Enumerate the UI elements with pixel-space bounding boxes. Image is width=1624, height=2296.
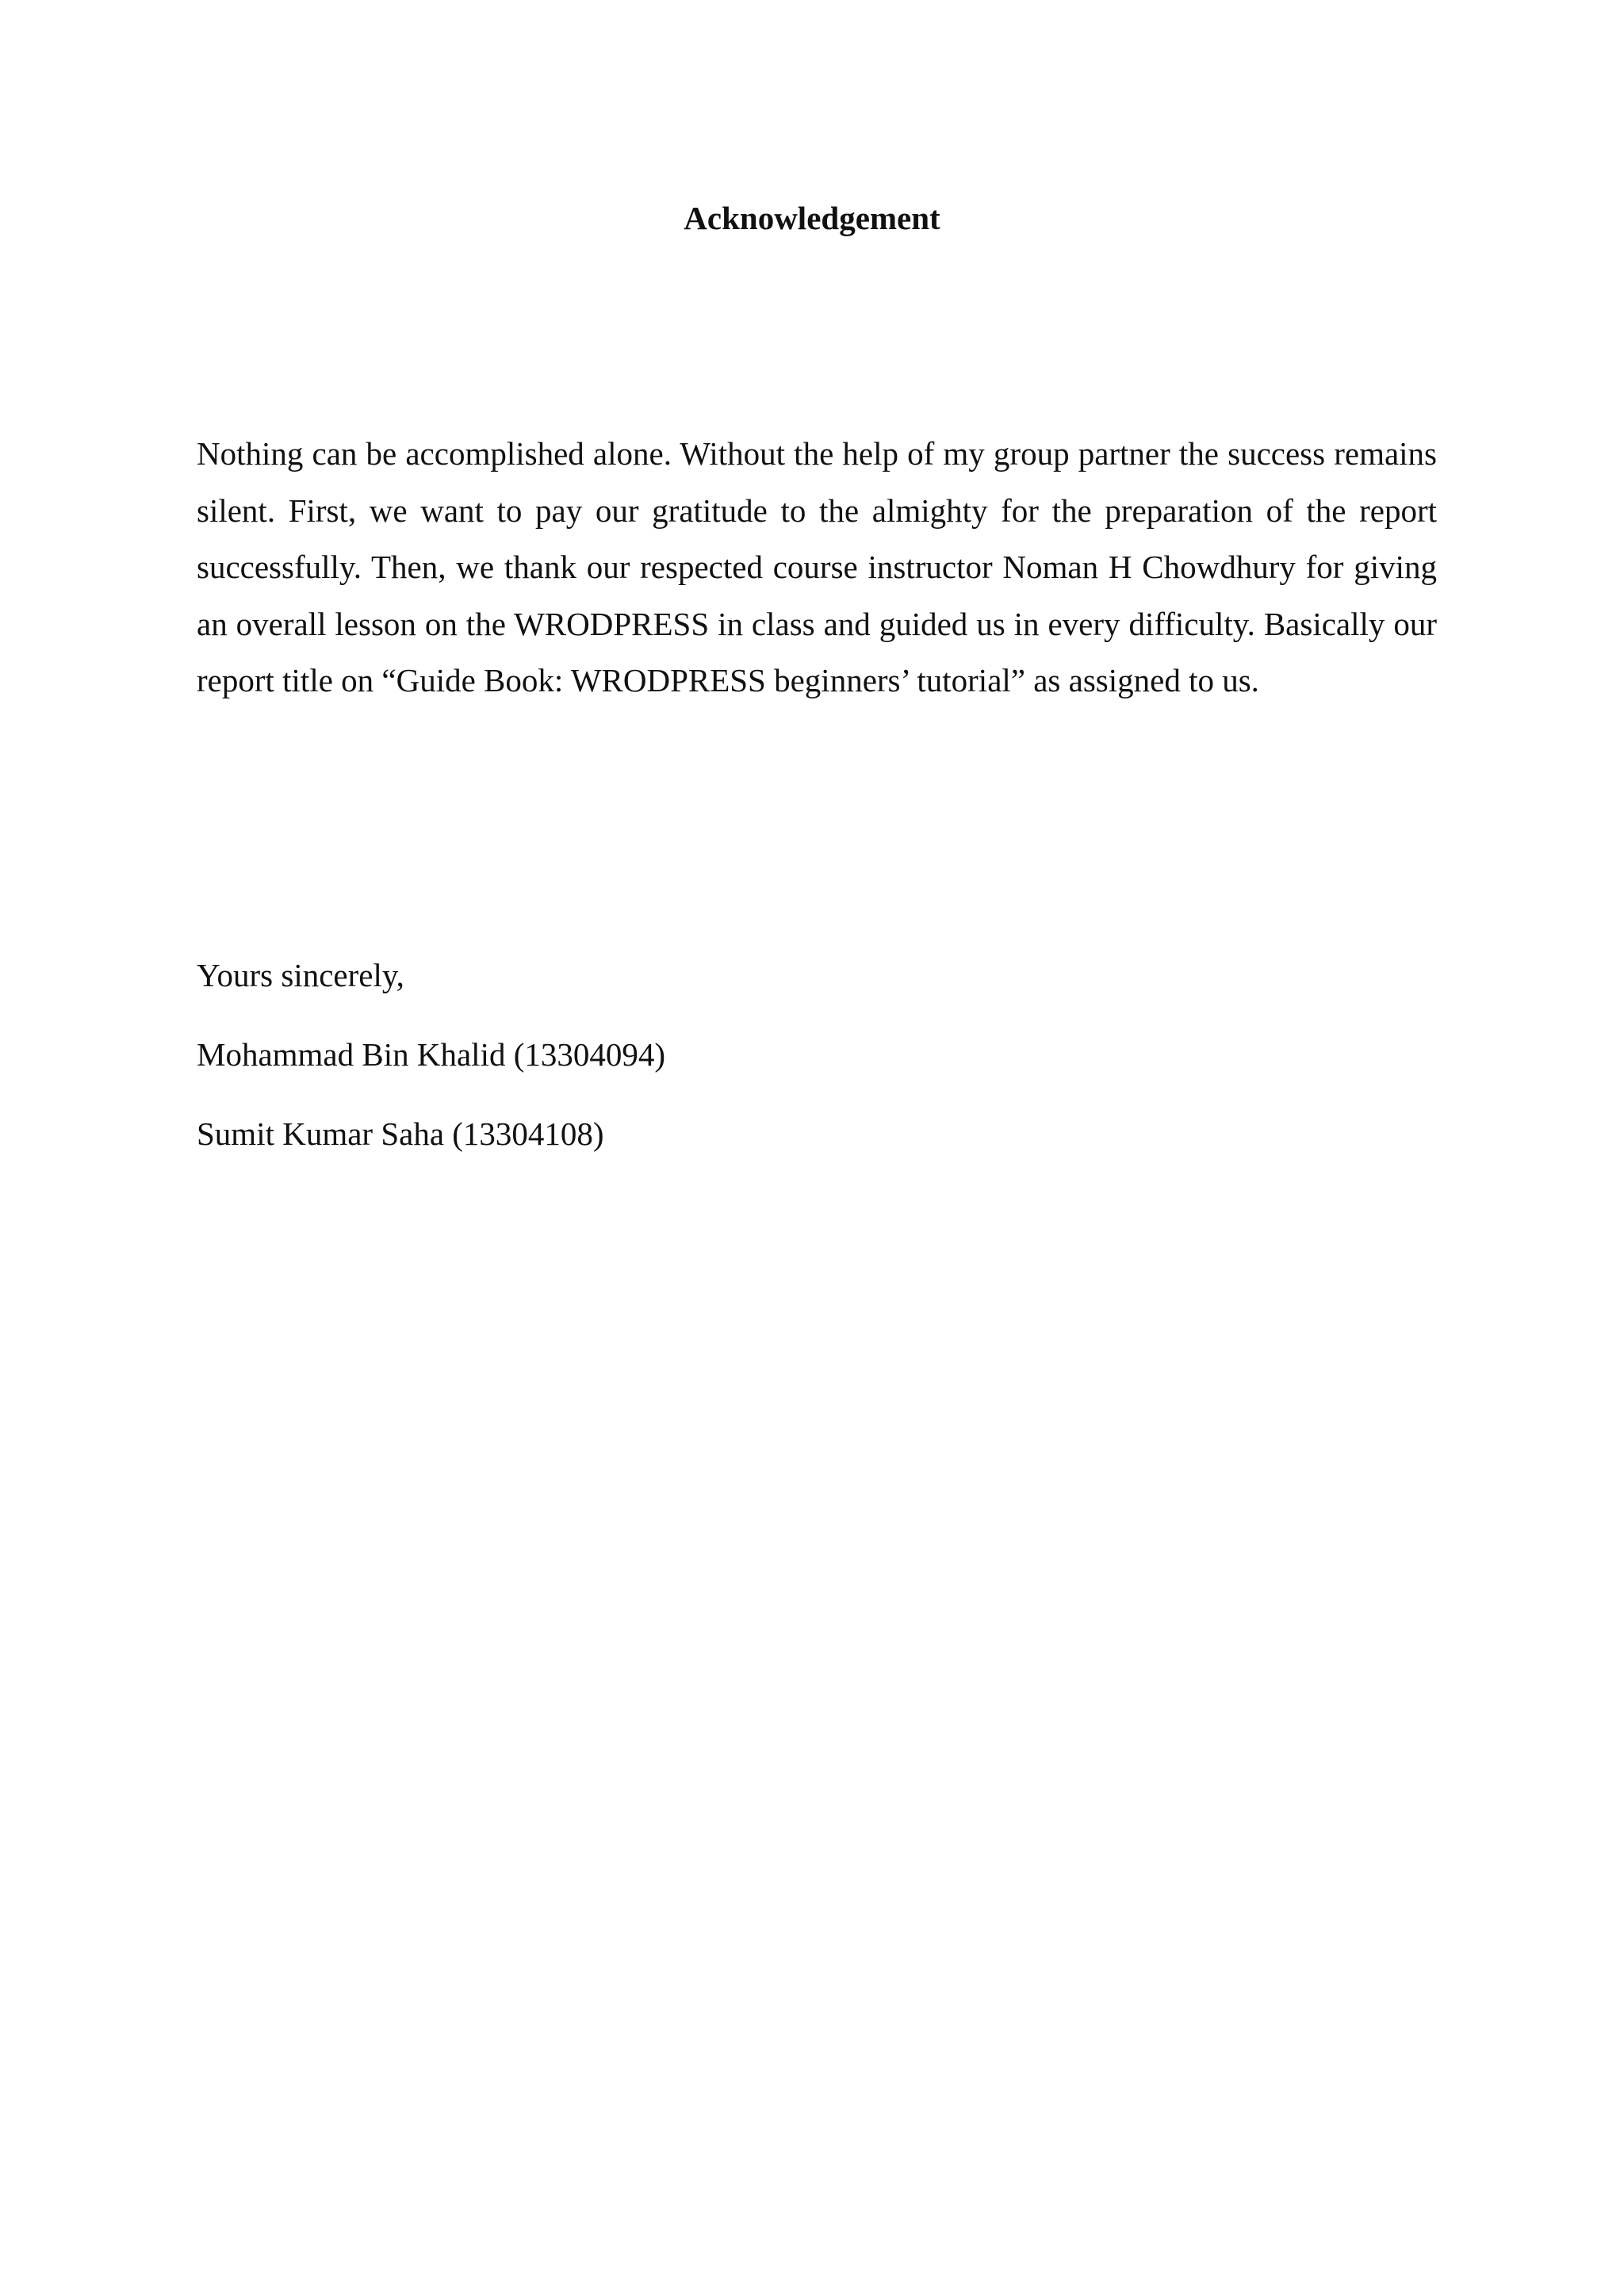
signatory-name: Mohammad Bin Khalid (13304094) <box>197 1036 666 1073</box>
acknowledgement-paragraph: Nothing can be accomplished alone. Without the help of my group partner the success remains silent. First, we want to pay our gratitude to the almighty for the preparation of the report successfully. Then, we thank our respected course instructor Noman H Chowdhury for giving an overall lesson on the WRODPRESS in class and guided us in every difficulty. Basically our report title on “Guide Book: WRODPRESS beginners’ tutorial” as assigned to us. <box>197 435 1437 699</box>
closing-salutation: Yours sincerely, <box>197 957 404 993</box>
signatory-name: Sumit Kumar Saha (13304108) <box>197 1115 604 1152</box>
page-title: Acknowledgement <box>684 200 940 236</box>
